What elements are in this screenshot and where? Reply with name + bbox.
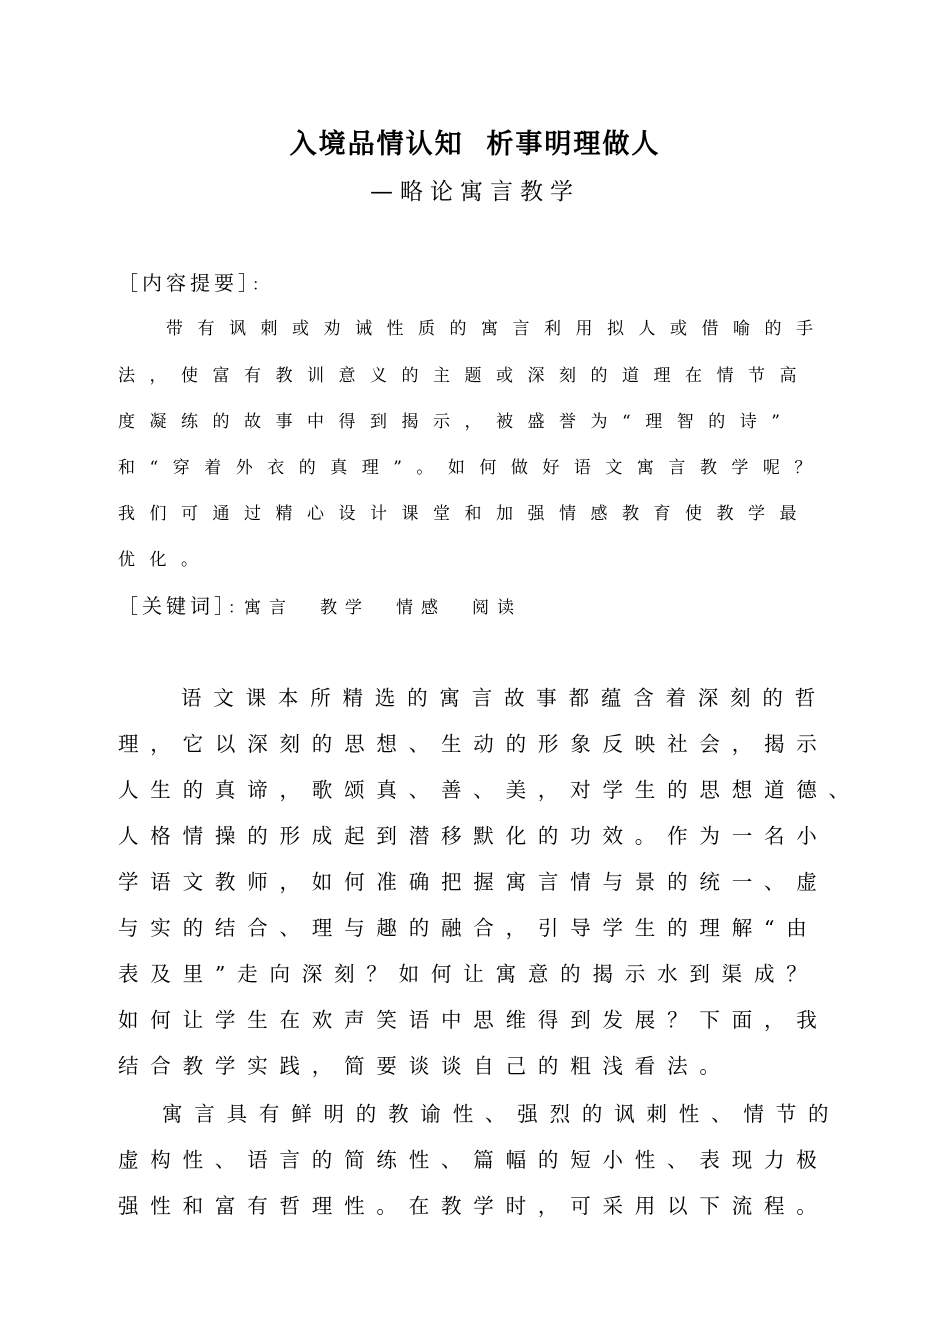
keyword: 寓言 — [244, 598, 295, 618]
abstract-label: ［内容提要］ — [118, 271, 252, 295]
keywords-row — [118, 590, 522, 619]
body-line: 人生的真谛，歌颂真、善、美，对学生的思想道德、 — [118, 778, 861, 802]
abstract-colon: ： — [252, 275, 269, 294]
document-subtitle: —略论寓言教学 — [370, 179, 580, 205]
abstract-line: 度凝练的故事中得到揭示，被盛誉为“理智的诗” — [118, 412, 795, 432]
document-title: 入境品情认知 析事明理做人 — [289, 129, 661, 160]
body-line: 寓言具有鲜明的教谕性、强烈的讽刺性、情节的 — [162, 1102, 841, 1126]
keywords-colon: ： — [228, 598, 245, 617]
keyword: 教学 — [320, 598, 371, 618]
abstract-line: 带有讽刺或劝诫性质的寓言利用拟人或借喻的手 — [166, 319, 828, 339]
body-line: 如何让学生在欢声笑语中思维得到发展？下面，我 — [118, 1008, 829, 1032]
abstract-line: 优化。 — [118, 550, 213, 570]
body-line: 语文课本所精选的寓言故事都蕴含着深刻的哲 — [181, 686, 827, 710]
body-line: 强性和富有哲理性。在教学时，可采用以下流程。 — [118, 1194, 829, 1218]
body-line: 理，它以深刻的思想、生动的形象反映社会，揭示 — [118, 732, 829, 756]
body-line: 与实的结合、理与趣的融合，引导学生的理解“由 — [118, 916, 819, 940]
body-line: 表及里”走向深刻？如何让寓意的揭示水到渠成？ — [118, 962, 819, 986]
abstract-line: 和“穿着外衣的真理”。如何做好语文寓言教学呢？ — [118, 458, 826, 478]
keyword: 情感 — [396, 598, 447, 618]
body-line: 人格情操的形成起到潜移默化的功效。作为一名小 — [118, 824, 829, 848]
keyword: 阅读 — [472, 598, 523, 618]
body-line: 结合教学实践，简要谈谈自己的粗浅看法。 — [118, 1054, 732, 1078]
abstract-heading — [118, 267, 268, 296]
keywords-label: ［关键词］ — [118, 594, 228, 618]
abstract-line: 法，使富有教训意义的主题或深刻的道理在情节高 — [118, 366, 811, 386]
abstract-line: 我们可通过精心设计课堂和加强情感教育使教学最 — [118, 504, 811, 524]
body-line: 学语文教师，如何准确把握寓言情与景的统一、虚 — [118, 870, 829, 894]
body-line: 虚构性、语言的简练性、篇幅的短小性、表现力极 — [118, 1148, 829, 1172]
